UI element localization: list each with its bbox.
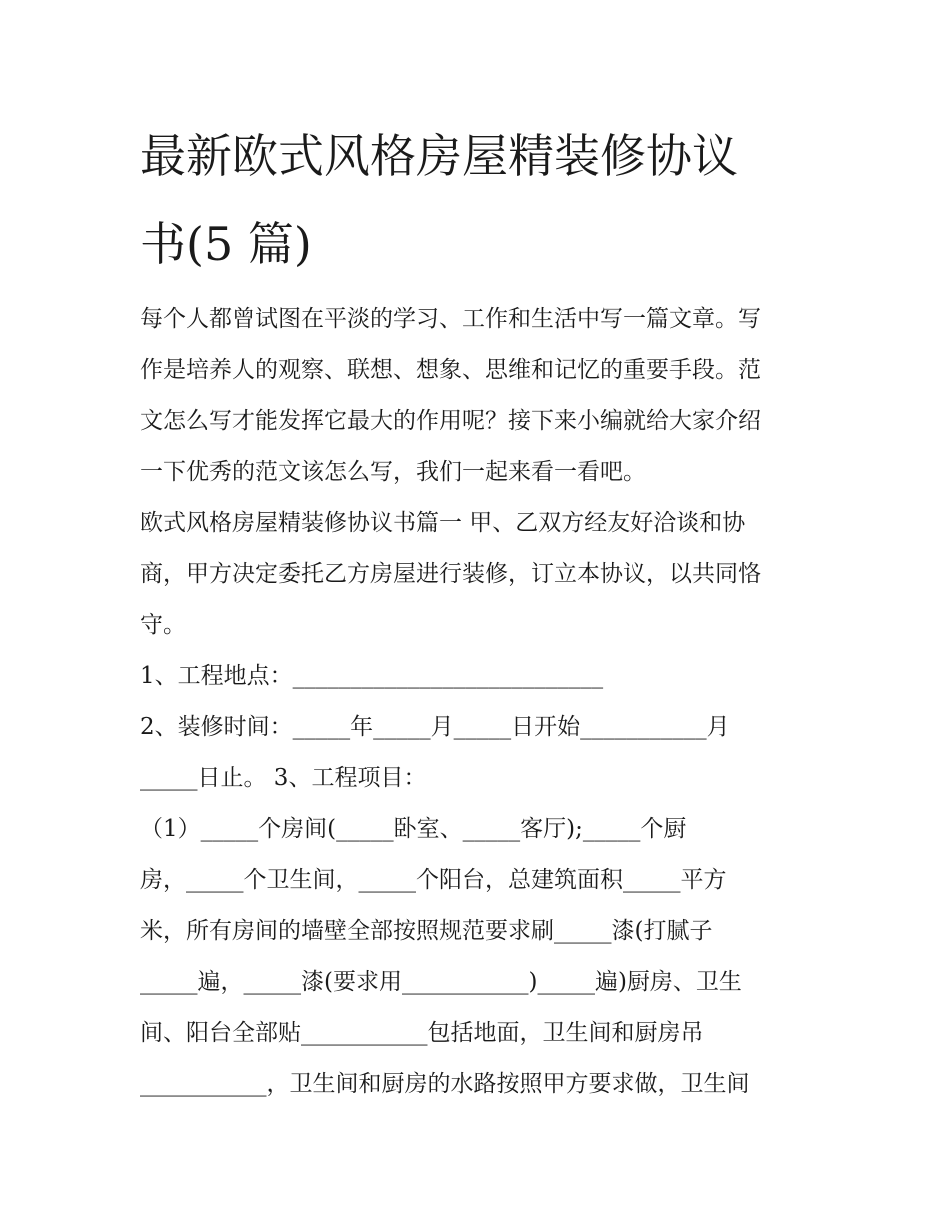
text-line: 1、工程地点：___________________________ — [140, 663, 604, 689]
body-text — [140, 294, 820, 1110]
text-line: _____日止。 3、工程项目： — [140, 765, 427, 791]
text-line: 房，_____个卫生间，_____个阳台，总建筑面积_____平方 — [140, 867, 727, 893]
text-line: 守。 — [140, 612, 186, 638]
text-line: 2、装修时间：_____年_____月_____日开始___________月 — [140, 714, 730, 740]
text-line: 米，所有房间的墙壁全部按照规范要求刷_____漆(打腻子 — [140, 918, 713, 944]
text-line: 每个人都曾试图在平淡的学习、工作和生活中写一篇文章。写 — [140, 306, 761, 332]
text-line: 作是培养人的观察、联想、想象、思维和记忆的重要手段。范 — [140, 357, 761, 383]
text-line: 文怎么写才能发挥它最大的作用呢？接下来小编就给大家介绍 — [140, 408, 761, 434]
text-line: 间、阳台全部贴___________包括地面，卫生间和厨房吊 — [140, 1020, 704, 1046]
text-line: 一下优秀的范文该怎么写，我们一起来看一看吧。 — [140, 459, 646, 485]
text-line: ___________，卫生间和厨房的水路按照甲方要求做，卫生间 — [140, 1071, 750, 1097]
text-line: 欧式风格房屋精装修协议书篇一 甲、乙双方经友好洽谈和协 — [140, 510, 746, 536]
title-line-2: 书(5 篇) — [140, 217, 312, 271]
text-line: 商，甲方决定委托乙方房屋进行装修，订立本协议，以共同恪 — [140, 561, 761, 587]
text-line: _____遍，_____漆(要求用___________)_____遍)厨房、卫生 — [140, 969, 742, 995]
document-content — [140, 112, 820, 1110]
title-line-1: 最新欧式风格房屋精装修协议 — [140, 129, 738, 183]
text-line: （1）_____个房间(_____卧室、_____客厅);_____个厨 — [140, 816, 687, 842]
document-title — [140, 112, 820, 288]
